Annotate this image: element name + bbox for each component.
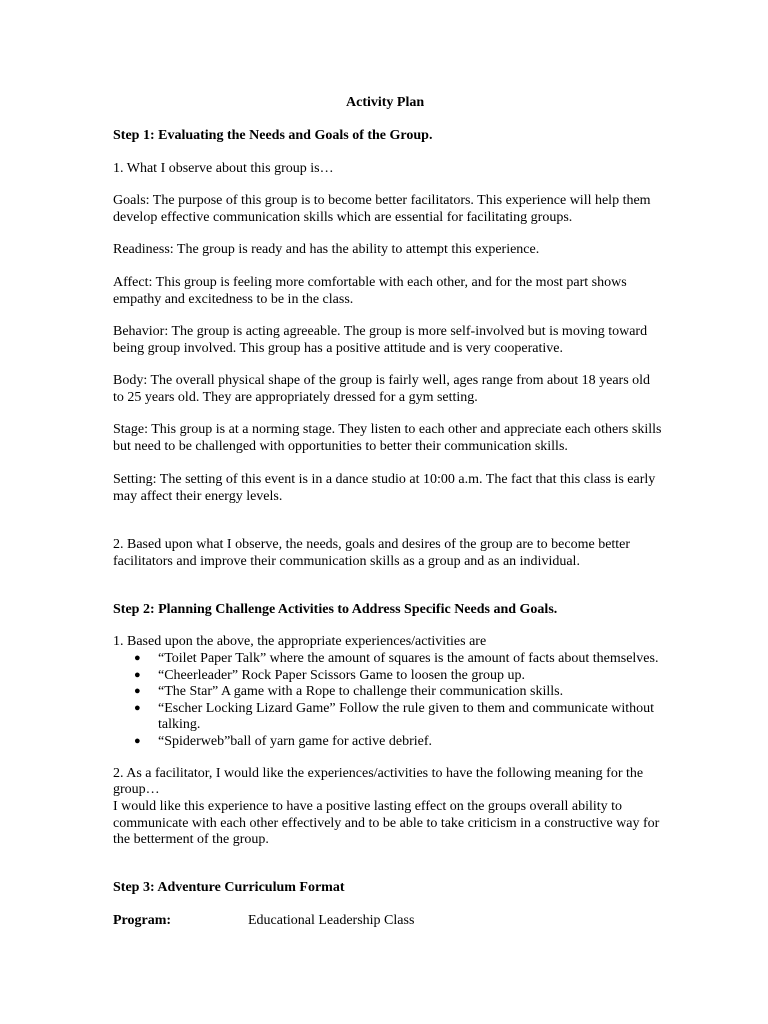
step2-question-2-line-1: 2. As a facilitator, I would like the experiences/activities to have the following meaning for the — [113, 766, 644, 781]
step3-heading: Step 3: Adventure Curriculum Format — [113, 880, 345, 895]
program-value: Educational Leadership Class — [248, 913, 415, 928]
step2-question-2-line-2: group… — [113, 782, 160, 797]
step1-question-1: 1. What I observe about this group is… — [113, 161, 334, 176]
setting-line-2: may affect their energy levels. — [113, 489, 283, 504]
setting-line-1: Setting: The setting of this event is in a dance studio at 10:00 a.m. The fact that this class is early — [113, 472, 656, 487]
activity-item: “Spiderweb”ball of yarn game for active debrief. — [158, 734, 433, 749]
bullet-icon: ● — [134, 652, 141, 664]
goals-line-2: develop effective communication skills which are essential for facilitating groups. — [113, 210, 573, 225]
body-line-1: Body: The overall physical shape of the group is fairly well, ages range from about 18 years old — [113, 373, 651, 388]
program-label: Program: — [113, 913, 172, 928]
behavior-line-2: being group involved. This group has a positive attitude and is very cooperative. — [113, 341, 563, 356]
body-line-2: to 25 years old. They are appropriately dressed for a gym setting. — [113, 390, 478, 405]
activity-item: “The Star” A game with a Rope to challenge their communication skills. — [158, 684, 564, 699]
affect-line-1: Affect: This group is feeling more comfortable with each other, and for the most part shows — [113, 275, 627, 290]
stage-line-1: Stage: This group is at a norming stage. They listen to each other and appreciate each others skills — [113, 422, 662, 437]
activity-item-continuation: talking. — [158, 717, 201, 732]
stage-line-2: but need to be challenged with opportunities to better their communication skills. — [113, 439, 568, 454]
activity-item: “Toilet Paper Talk” where the amount of squares is the amount of facts about themselves. — [158, 651, 659, 666]
bullet-icon: ● — [134, 702, 141, 714]
step2-question-1: 1. Based upon the above, the appropriate experiences/activities are — [113, 634, 487, 649]
activity-item: “Escher Locking Lizard Game” Follow the rule given to them and communicate without — [158, 701, 655, 716]
behavior-line-1: Behavior: The group is acting agreeable. The group is more self-involved but is moving toward — [113, 324, 648, 339]
meaning-line-2: communicate with each other effectively and to be able to take criticism in a constructive way for — [113, 816, 660, 831]
step2-heading: Step 2: Planning Challenge Activities to Address Specific Needs and Goals. — [113, 602, 558, 617]
step1-question-2-line-1: 2. Based upon what I observe, the needs, goals and desires of the group are to become better — [113, 537, 631, 552]
bullet-icon: ● — [134, 735, 141, 747]
affect-line-2: empathy and excitedness to be in the class. — [113, 292, 354, 307]
readiness-line: Readiness: The group is ready and has the ability to attempt this experience. — [113, 242, 540, 257]
step1-question-2-line-2: facilitators and improve their communication skills as a group and as an individual. — [113, 554, 580, 569]
bullet-icon: ● — [134, 669, 141, 681]
bullet-icon: ● — [134, 685, 141, 697]
goals-line-1: Goals: The purpose of this group is to become better facilitators. This experience will help them — [113, 193, 651, 208]
meaning-line-3: the betterment of the group. — [113, 832, 269, 847]
document-title: Activity Plan — [346, 95, 425, 110]
step1-heading: Step 1: Evaluating the Needs and Goals of the Group. — [113, 128, 433, 143]
meaning-line-1: I would like this experience to have a positive lasting effect on the groups overall ability to — [113, 799, 623, 814]
activity-item: “Cheerleader” Rock Paper Scissors Game to loosen the group up. — [158, 668, 526, 683]
